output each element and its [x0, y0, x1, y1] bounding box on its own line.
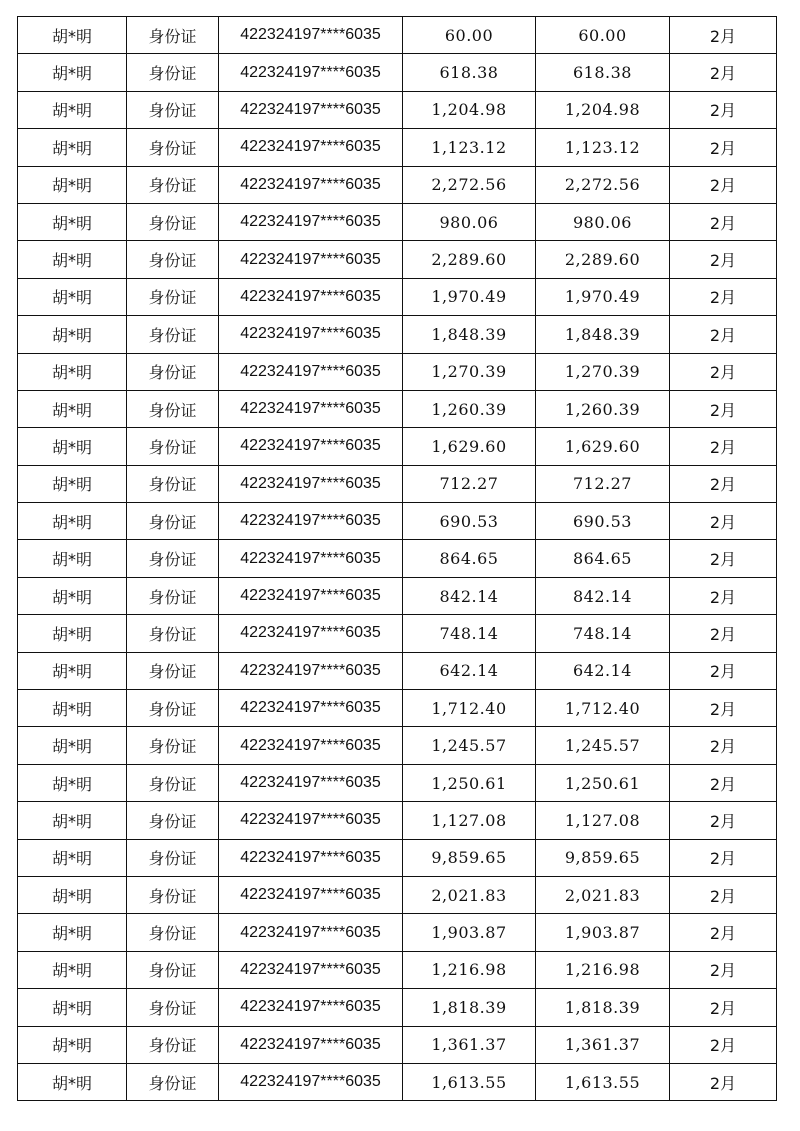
id-type-cell: 身份证	[127, 690, 219, 727]
amount2-cell: 2,021.83	[536, 876, 670, 913]
id-type-cell: 身份证	[127, 802, 219, 839]
amount2-cell: 60.00	[536, 17, 670, 54]
amount-cell: 2,289.60	[403, 241, 536, 278]
month-cell: 2月	[670, 203, 777, 240]
month-cell: 2月	[670, 241, 777, 278]
table-row	[18, 876, 777, 913]
table-row	[18, 166, 777, 203]
name-cell: 胡*明	[18, 91, 127, 128]
id-number-cell: 422324197****6035	[219, 989, 403, 1026]
table-row	[18, 1063, 777, 1100]
id-type-cell: 身份证	[127, 465, 219, 502]
id-type-cell: 身份证	[127, 615, 219, 652]
id-number-cell: 422324197****6035	[219, 390, 403, 427]
month-cell: 2月	[670, 91, 777, 128]
id-number-cell: 422324197****6035	[219, 1063, 403, 1100]
amount-cell: 2,021.83	[403, 876, 536, 913]
month-cell: 2月	[670, 764, 777, 801]
table-row	[18, 91, 777, 128]
name-cell: 胡*明	[18, 764, 127, 801]
id-number-cell: 422324197****6035	[219, 764, 403, 801]
id-type-cell: 身份证	[127, 54, 219, 91]
table-row	[18, 428, 777, 465]
amount2-cell: 1,361.37	[536, 1026, 670, 1063]
table-row	[18, 1026, 777, 1063]
month-cell: 2月	[670, 615, 777, 652]
month-cell: 2月	[670, 17, 777, 54]
month-cell: 2月	[670, 989, 777, 1026]
id-type-cell: 身份证	[127, 577, 219, 614]
table-row	[18, 17, 777, 54]
month-cell: 2月	[670, 876, 777, 913]
id-number-cell: 422324197****6035	[219, 615, 403, 652]
amount2-cell: 2,289.60	[536, 241, 670, 278]
id-type-cell: 身份证	[127, 914, 219, 951]
amount-cell: 1,250.61	[403, 764, 536, 801]
id-number-cell: 422324197****6035	[219, 951, 403, 988]
id-number-cell: 422324197****6035	[219, 802, 403, 839]
month-cell: 2月	[670, 316, 777, 353]
table-row	[18, 465, 777, 502]
name-cell: 胡*明	[18, 615, 127, 652]
table-row	[18, 353, 777, 390]
amount-cell: 642.14	[403, 652, 536, 689]
table-row	[18, 764, 777, 801]
id-number-cell: 422324197****6035	[219, 503, 403, 540]
amount2-cell: 1,127.08	[536, 802, 670, 839]
amount-cell: 1,270.39	[403, 353, 536, 390]
amount-cell: 1,818.39	[403, 989, 536, 1026]
month-cell: 2月	[670, 353, 777, 390]
name-cell: 胡*明	[18, 390, 127, 427]
month-cell: 2月	[670, 465, 777, 502]
month-cell: 2月	[670, 802, 777, 839]
amount-cell: 1,629.60	[403, 428, 536, 465]
amount2-cell: 842.14	[536, 577, 670, 614]
id-type-cell: 身份证	[127, 428, 219, 465]
amount2-cell: 1,216.98	[536, 951, 670, 988]
amount-cell: 1,712.40	[403, 690, 536, 727]
month-cell: 2月	[670, 1063, 777, 1100]
amount2-cell: 1,970.49	[536, 278, 670, 315]
amount-cell: 712.27	[403, 465, 536, 502]
amount2-cell: 748.14	[536, 615, 670, 652]
id-number-cell: 422324197****6035	[219, 914, 403, 951]
amount-cell: 9,859.65	[403, 839, 536, 876]
id-number-cell: 422324197****6035	[219, 540, 403, 577]
id-number-cell: 422324197****6035	[219, 353, 403, 390]
table-row	[18, 652, 777, 689]
amount-cell: 1,245.57	[403, 727, 536, 764]
name-cell: 胡*明	[18, 129, 127, 166]
id-type-cell: 身份证	[127, 17, 219, 54]
id-type-cell: 身份证	[127, 353, 219, 390]
id-type-cell: 身份证	[127, 951, 219, 988]
amount-cell: 2,272.56	[403, 166, 536, 203]
id-type-cell: 身份证	[127, 166, 219, 203]
amount2-cell: 9,859.65	[536, 839, 670, 876]
table-row	[18, 690, 777, 727]
name-cell: 胡*明	[18, 428, 127, 465]
month-cell: 2月	[670, 727, 777, 764]
name-cell: 胡*明	[18, 241, 127, 278]
table-row	[18, 951, 777, 988]
name-cell: 胡*明	[18, 839, 127, 876]
amount-cell: 1,127.08	[403, 802, 536, 839]
id-type-cell: 身份证	[127, 989, 219, 1026]
id-number-cell: 422324197****6035	[219, 129, 403, 166]
month-cell: 2月	[670, 166, 777, 203]
name-cell: 胡*明	[18, 353, 127, 390]
amount2-cell: 1,613.55	[536, 1063, 670, 1100]
id-type-cell: 身份证	[127, 316, 219, 353]
amount-cell: 1,903.87	[403, 914, 536, 951]
table-row	[18, 615, 777, 652]
amount2-cell: 642.14	[536, 652, 670, 689]
id-number-cell: 422324197****6035	[219, 876, 403, 913]
amount-cell: 1,970.49	[403, 278, 536, 315]
id-number-cell: 422324197****6035	[219, 465, 403, 502]
name-cell: 胡*明	[18, 727, 127, 764]
id-number-cell: 422324197****6035	[219, 839, 403, 876]
amount-cell: 1,613.55	[403, 1063, 536, 1100]
name-cell: 胡*明	[18, 577, 127, 614]
name-cell: 胡*明	[18, 54, 127, 91]
id-number-cell: 422324197****6035	[219, 203, 403, 240]
id-number-cell: 422324197****6035	[219, 241, 403, 278]
name-cell: 胡*明	[18, 316, 127, 353]
id-number-cell: 422324197****6035	[219, 727, 403, 764]
id-number-cell: 422324197****6035	[219, 428, 403, 465]
amount2-cell: 1,245.57	[536, 727, 670, 764]
id-number-cell: 422324197****6035	[219, 690, 403, 727]
table-row	[18, 503, 777, 540]
id-type-cell: 身份证	[127, 876, 219, 913]
id-type-cell: 身份证	[127, 278, 219, 315]
name-cell: 胡*明	[18, 914, 127, 951]
amount-cell: 1,123.12	[403, 129, 536, 166]
id-number-cell: 422324197****6035	[219, 17, 403, 54]
amount2-cell: 1,848.39	[536, 316, 670, 353]
id-type-cell: 身份证	[127, 727, 219, 764]
id-type-cell: 身份证	[127, 1063, 219, 1100]
table-row	[18, 727, 777, 764]
month-cell: 2月	[670, 652, 777, 689]
table-row	[18, 390, 777, 427]
amount2-cell: 2,272.56	[536, 166, 670, 203]
id-type-cell: 身份证	[127, 503, 219, 540]
name-cell: 胡*明	[18, 503, 127, 540]
month-cell: 2月	[670, 914, 777, 951]
id-number-cell: 422324197****6035	[219, 278, 403, 315]
amount-cell: 748.14	[403, 615, 536, 652]
table-row	[18, 577, 777, 614]
amount2-cell: 712.27	[536, 465, 670, 502]
amount-cell: 1,204.98	[403, 91, 536, 128]
name-cell: 胡*明	[18, 203, 127, 240]
id-type-cell: 身份证	[127, 764, 219, 801]
amount2-cell: 1,250.61	[536, 764, 670, 801]
id-type-cell: 身份证	[127, 129, 219, 166]
amount2-cell: 1,260.39	[536, 390, 670, 427]
table-row	[18, 802, 777, 839]
amount2-cell: 1,270.39	[536, 353, 670, 390]
name-cell: 胡*明	[18, 1026, 127, 1063]
month-cell: 2月	[670, 690, 777, 727]
amount2-cell: 690.53	[536, 503, 670, 540]
table-row	[18, 129, 777, 166]
name-cell: 胡*明	[18, 540, 127, 577]
id-number-cell: 422324197****6035	[219, 652, 403, 689]
id-type-cell: 身份证	[127, 652, 219, 689]
amount-cell: 618.38	[403, 54, 536, 91]
name-cell: 胡*明	[18, 1063, 127, 1100]
month-cell: 2月	[670, 278, 777, 315]
id-type-cell: 身份证	[127, 1026, 219, 1063]
table-row	[18, 54, 777, 91]
amount-cell: 1,260.39	[403, 390, 536, 427]
month-cell: 2月	[670, 503, 777, 540]
amount-cell: 690.53	[403, 503, 536, 540]
month-cell: 2月	[670, 129, 777, 166]
amount2-cell: 1,818.39	[536, 989, 670, 1026]
name-cell: 胡*明	[18, 652, 127, 689]
table-row	[18, 540, 777, 577]
amount-cell: 842.14	[403, 577, 536, 614]
month-cell: 2月	[670, 54, 777, 91]
id-number-cell: 422324197****6035	[219, 1026, 403, 1063]
name-cell: 胡*明	[18, 989, 127, 1026]
table-row	[18, 278, 777, 315]
month-cell: 2月	[670, 951, 777, 988]
id-number-cell: 422324197****6035	[219, 54, 403, 91]
id-number-cell: 422324197****6035	[219, 577, 403, 614]
name-cell: 胡*明	[18, 166, 127, 203]
amount2-cell: 980.06	[536, 203, 670, 240]
amount-cell: 980.06	[403, 203, 536, 240]
name-cell: 胡*明	[18, 278, 127, 315]
name-cell: 胡*明	[18, 17, 127, 54]
id-type-cell: 身份证	[127, 241, 219, 278]
id-type-cell: 身份证	[127, 390, 219, 427]
amount2-cell: 618.38	[536, 54, 670, 91]
id-type-cell: 身份证	[127, 540, 219, 577]
name-cell: 胡*明	[18, 802, 127, 839]
id-type-cell: 身份证	[127, 91, 219, 128]
table-row	[18, 989, 777, 1026]
table-row	[18, 203, 777, 240]
month-cell: 2月	[670, 540, 777, 577]
amount2-cell: 1,712.40	[536, 690, 670, 727]
name-cell: 胡*明	[18, 465, 127, 502]
amount2-cell: 1,204.98	[536, 91, 670, 128]
month-cell: 2月	[670, 390, 777, 427]
table-body	[18, 17, 777, 1101]
month-cell: 2月	[670, 577, 777, 614]
id-number-cell: 422324197****6035	[219, 316, 403, 353]
amount2-cell: 864.65	[536, 540, 670, 577]
amount2-cell: 1,629.60	[536, 428, 670, 465]
month-cell: 2月	[670, 839, 777, 876]
amount2-cell: 1,903.87	[536, 914, 670, 951]
id-number-cell: 422324197****6035	[219, 166, 403, 203]
name-cell: 胡*明	[18, 951, 127, 988]
data-table	[17, 16, 777, 1101]
id-type-cell: 身份证	[127, 203, 219, 240]
id-type-cell: 身份证	[127, 839, 219, 876]
amount-cell: 1,216.98	[403, 951, 536, 988]
id-number-cell: 422324197****6035	[219, 91, 403, 128]
month-cell: 2月	[670, 1026, 777, 1063]
month-cell: 2月	[670, 428, 777, 465]
table-row	[18, 914, 777, 951]
table-row	[18, 241, 777, 278]
table-row	[18, 316, 777, 353]
name-cell: 胡*明	[18, 876, 127, 913]
amount2-cell: 1,123.12	[536, 129, 670, 166]
amount-cell: 1,848.39	[403, 316, 536, 353]
amount-cell: 1,361.37	[403, 1026, 536, 1063]
amount-cell: 864.65	[403, 540, 536, 577]
amount-cell: 60.00	[403, 17, 536, 54]
name-cell: 胡*明	[18, 690, 127, 727]
table-row	[18, 839, 777, 876]
